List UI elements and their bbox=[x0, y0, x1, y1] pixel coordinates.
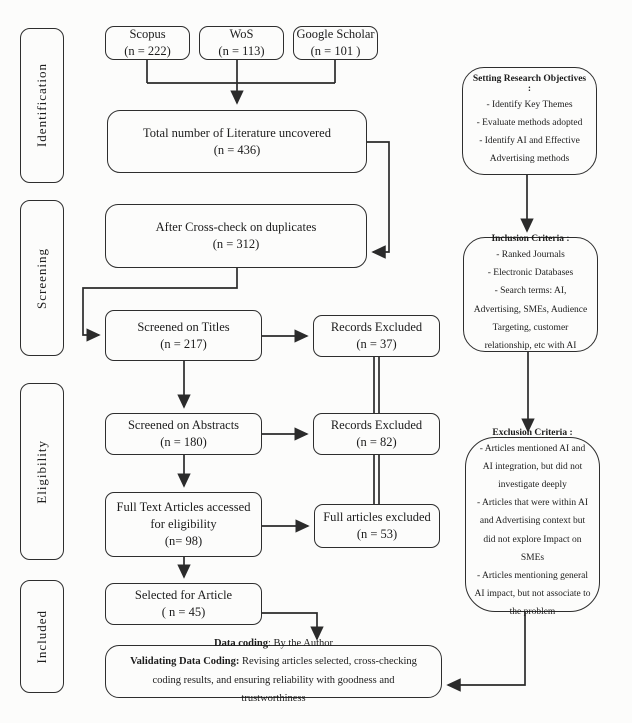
box-records-excluded-abstracts bbox=[313, 413, 440, 455]
stage-eligibility-label: Eligibility bbox=[34, 439, 49, 504]
connector-total-to-duplicates bbox=[367, 142, 389, 252]
box-duplicates-check bbox=[105, 204, 367, 268]
data-coding-line1-label: Data coding bbox=[213, 637, 268, 649]
box-wos bbox=[199, 26, 284, 60]
panel-inclusion-criteria bbox=[463, 234, 598, 352]
panel-exclusion-criteria-item: - Articles mentioned AI and AI integration, but did not investigate deeply bbox=[479, 444, 586, 491]
panel-inclusion-criteria-header: Inclusion Criteria : bbox=[491, 234, 570, 245]
panel-research-objectives-item: - Identify Key Themes bbox=[486, 99, 573, 110]
box-screened-titles-title: Screened on Titles bbox=[137, 319, 230, 334]
panel-exclusion-criteria-item: - Articles that were within AI and Advertising context but did not explore Impact on SMEs bbox=[476, 498, 589, 563]
box-records-excluded-abstracts-title: Records Excluded bbox=[330, 418, 423, 433]
panel-exclusion-criteria bbox=[465, 428, 600, 617]
box-duplicates-check-title: After Cross-check on duplicates bbox=[155, 220, 317, 235]
panel-exclusion-criteria-item: - Articles mentioning general AI impact, but not associate to the problem bbox=[474, 570, 591, 617]
box-data-coding bbox=[105, 637, 442, 704]
box-scopus-title: Scopus bbox=[129, 27, 166, 42]
box-records-excluded-titles bbox=[313, 315, 440, 357]
panel-exclusion-criteria-header: Exclusion Criteria : bbox=[492, 428, 573, 439]
box-wos-count: (n = 113) bbox=[218, 44, 265, 58]
data-coding-line2 bbox=[120, 653, 427, 708]
panel-research-objectives-header: Setting Research Objectives : bbox=[472, 73, 587, 94]
connector-excluded82-to-excluded53 bbox=[374, 455, 379, 504]
box-screened-abstracts bbox=[105, 413, 262, 455]
panel-research-objectives bbox=[462, 67, 597, 175]
box-records-excluded-titles-count: (n = 37) bbox=[356, 337, 397, 351]
box-google-scholar-count: (n = 101 ) bbox=[310, 44, 361, 58]
box-full-articles-excluded bbox=[314, 504, 440, 548]
box-selected-articles-count: ( n = 45) bbox=[161, 605, 206, 619]
box-fulltext-eligibility-count: (n= 98) bbox=[164, 533, 203, 548]
data-coding-line2-label: Validating Data Coding: bbox=[130, 656, 240, 668]
box-wos-title: WoS bbox=[229, 27, 254, 42]
box-total-literature bbox=[107, 110, 367, 173]
panel-inclusion-criteria-item: - Electronic Databases bbox=[487, 268, 574, 279]
connector-exclusion-to-coding bbox=[448, 612, 525, 685]
box-scopus bbox=[105, 26, 190, 60]
stage-identification bbox=[20, 28, 64, 183]
panel-research-objectives-item: - Identify AI and Effective Advertising methods bbox=[479, 136, 580, 165]
stage-screening-label: Screening bbox=[34, 247, 49, 309]
box-records-excluded-titles-title: Records Excluded bbox=[330, 320, 423, 335]
box-total-literature-title: Total number of Literature uncovered bbox=[143, 125, 331, 140]
data-coding-line2-text: Revising articles selected, cross-checking coding results, and ensuring reliability with goodness and trustworthiness bbox=[152, 656, 417, 704]
box-screened-titles-count: (n = 217) bbox=[160, 336, 207, 351]
box-full-articles-excluded-title: Full articles excluded bbox=[323, 510, 431, 525]
stage-eligibility bbox=[20, 383, 64, 560]
stage-included-label: Included bbox=[34, 609, 49, 664]
box-google-scholar-title: Google Scholar bbox=[296, 27, 375, 42]
stage-identification-label: Identification bbox=[34, 63, 49, 148]
box-scopus-count: (n = 222) bbox=[124, 44, 171, 58]
stage-included bbox=[20, 580, 64, 693]
box-fulltext-eligibility bbox=[105, 492, 262, 557]
box-google-scholar bbox=[293, 26, 378, 60]
box-records-excluded-abstracts-count: (n = 82) bbox=[356, 435, 397, 449]
box-screened-abstracts-title: Screened on Abstracts bbox=[127, 418, 240, 433]
box-total-literature-count: (n = 436) bbox=[213, 142, 261, 157]
data-coding-line1-text: : By the Author bbox=[267, 637, 333, 649]
box-selected-articles bbox=[105, 583, 262, 625]
box-fulltext-eligibility-title: Full Text Articles accessed for eligibility bbox=[116, 500, 251, 532]
data-coding-line1 bbox=[214, 635, 333, 653]
panel-inclusion-criteria-item: - Search terms: AI, Advertising, SMEs, Audience Targeting, customer relationship, etc with AI bbox=[473, 286, 588, 351]
box-screened-titles bbox=[105, 310, 262, 361]
box-duplicates-check-count: (n = 312) bbox=[212, 237, 260, 251]
box-screened-abstracts-count: (n = 180) bbox=[160, 435, 207, 449]
connector-excluded37-to-excluded82 bbox=[374, 357, 379, 413]
connector-sources-merge bbox=[147, 60, 335, 83]
box-selected-articles-title: Selected for Article bbox=[134, 588, 233, 603]
stage-screening bbox=[20, 200, 64, 356]
box-full-articles-excluded-count: (n = 53) bbox=[356, 527, 398, 541]
panel-inclusion-criteria-item: - Ranked Journals bbox=[496, 250, 565, 261]
panel-research-objectives-item: - Evaluate methods adopted bbox=[476, 117, 583, 128]
